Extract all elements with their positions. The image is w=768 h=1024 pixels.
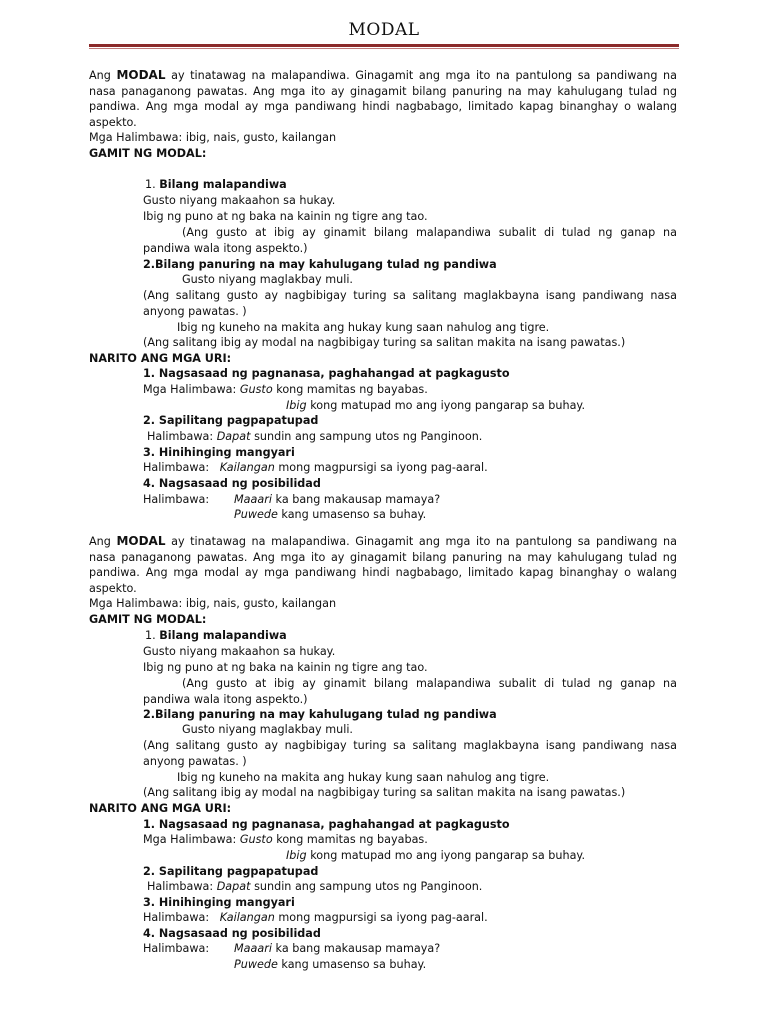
- uri-heading: NARITO ANG MGA URI:: [89, 802, 232, 815]
- use2-example: Gusto niyang maglakbay muli.: [182, 273, 353, 286]
- use1-example: Ibig ng puno at ng baka na kainin ng tigre ang tao.: [143, 210, 428, 223]
- type3-heading: 3. Hinihinging mangyari: [143, 896, 295, 909]
- page-title: MODAL: [348, 20, 420, 40]
- type2-example: Halimbawa: Dapat sundin ang sampung utos ng Panginoon.: [147, 880, 483, 893]
- use2-example: Ibig ng kuneho na makita ang hukay kung saan nahulog ang tigre.: [177, 771, 550, 784]
- use1-heading: 1. Bilang malapandiwa: [145, 178, 287, 191]
- gamit-heading: GAMIT NG MODAL:: [89, 613, 207, 626]
- examples-line: Mga Halimbawa: ibig, nais, gusto, kailangan: [89, 131, 337, 145]
- intro-line: pandiwa. Ang mga modal ay mga pandiwang hindi nagbabago, limitado kapag binanghay o walang: [89, 100, 677, 114]
- intro-line: pandiwa. Ang mga modal ay mga pandiwang hindi nagbabago, limitado kapag binanghay o walang: [89, 566, 677, 580]
- intro-line: Ang MODAL ay tinatawag na malapandiwa. Ginagamit ang mga ito na pantulong sa pandiwang na: [89, 534, 677, 548]
- type2-heading: 2. Sapilitang pagpapatupad: [143, 865, 319, 878]
- use2-note: anyong pawatas. ): [143, 305, 247, 318]
- examples-line: Mga Halimbawa: ibig, nais, gusto, kailangan: [89, 597, 337, 611]
- intro-line: nasa panaganong pawatas. Ang mga ito ay ginagamit bilang panuring na may kahulugang tulad ng: [89, 550, 677, 564]
- type3-example: Halimbawa: Kailangan mong magpursigi sa iyong pag-aaral.: [143, 461, 488, 474]
- type1-example: Ibig kong matupad mo ang iyong pangarap sa buhay.: [286, 399, 586, 412]
- type4-heading: 4. Nagsasaad ng posibilidad: [143, 927, 321, 940]
- title-rule-thin: [89, 48, 679, 49]
- intro-line: Ang MODAL ay tinatawag na malapandiwa. Ginagamit ang mga ito na pantulong sa pandiwang na: [89, 68, 677, 82]
- type3-example: Halimbawa: Kailangan mong magpursigi sa iyong pag-aaral.: [143, 911, 488, 924]
- type1-example: Mga Halimbawa: Gusto kong mamitas ng bayabas.: [143, 383, 428, 396]
- uri-heading: NARITO ANG MGA URI:: [89, 352, 232, 365]
- title-rule: [89, 44, 679, 47]
- use1-example: Gusto niyang makaahon sa hukay.: [143, 645, 336, 658]
- type2-example: Halimbawa: Dapat sundin ang sampung utos ng Panginoon.: [147, 430, 483, 443]
- intro-line: nasa panaganong pawatas. Ang mga ito ay ginagamit bilang panuring na may kahulugang tulad ng: [89, 84, 677, 98]
- type2-heading: 2. Sapilitang pagpapatupad: [143, 414, 319, 427]
- use2-heading: 2.Bilang panuring na may kahulugang tulad ng pandiwa: [143, 708, 497, 721]
- type4-example: Halimbawa: Maaari ka bang makausap mamaya?: [143, 942, 441, 955]
- use2-note: (Ang salitang gusto ay nagbibigay turing sa salitang maglakbayna isang pandiwang nasa: [143, 739, 677, 752]
- type1-example: Mga Halimbawa: Gusto kong mamitas ng bayabas.: [143, 833, 428, 846]
- use2-note: (Ang salitang ibig ay modal na nagbibigay turing sa salitan makita na isang pawatas.): [143, 336, 626, 349]
- use2-heading: 2.Bilang panuring na may kahulugang tulad ng pandiwa: [143, 258, 497, 271]
- intro-line: aspekto.: [89, 581, 137, 595]
- intro-line: aspekto.: [89, 115, 137, 129]
- use1-example: Gusto niyang makaahon sa hukay.: [143, 194, 336, 207]
- type4-example: Halimbawa: Maaari ka bang makausap mamaya?: [143, 493, 441, 506]
- type1-heading: 1. Nagsasaad ng pagnanasa, paghahangad at pagkagusto: [143, 367, 510, 380]
- type4-example: Puwede kang umasenso sa buhay.: [234, 508, 427, 521]
- use1-example: Ibig ng puno at ng baka na kainin ng tigre ang tao.: [143, 661, 428, 674]
- use2-note: anyong pawatas. ): [143, 755, 247, 768]
- use1-note: pandiwa wala itong aspekto.): [143, 242, 308, 255]
- type1-example: Ibig kong matupad mo ang iyong pangarap sa buhay.: [286, 849, 586, 862]
- use2-example: Ibig ng kuneho na makita ang hukay kung saan nahulog ang tigre.: [177, 321, 550, 334]
- use2-example: Gusto niyang maglakbay muli.: [182, 723, 353, 736]
- use1-note: (Ang gusto at ibig ay ginamit bilang malapandiwa subalit di tulad ng ganap na: [182, 677, 677, 690]
- use1-heading: 1. Bilang malapandiwa: [145, 629, 287, 642]
- use1-note: (Ang gusto at ibig ay ginamit bilang malapandiwa subalit di tulad ng ganap na: [182, 226, 677, 239]
- type4-example: Puwede kang umasenso sa buhay.: [234, 958, 427, 971]
- type3-heading: 3. Hinihinging mangyari: [143, 446, 295, 459]
- type1-heading: 1. Nagsasaad ng pagnanasa, paghahangad at pagkagusto: [143, 818, 510, 831]
- use1-note: pandiwa wala itong aspekto.): [143, 693, 308, 706]
- use2-note: (Ang salitang ibig ay modal na nagbibigay turing sa salitan makita na isang pawatas.): [143, 786, 626, 799]
- type4-heading: 4. Nagsasaad ng posibilidad: [143, 477, 321, 490]
- gamit-heading: GAMIT NG MODAL:: [89, 147, 207, 160]
- use2-note: (Ang salitang gusto ay nagbibigay turing sa salitang maglakbayna isang pandiwang nasa: [143, 289, 677, 302]
